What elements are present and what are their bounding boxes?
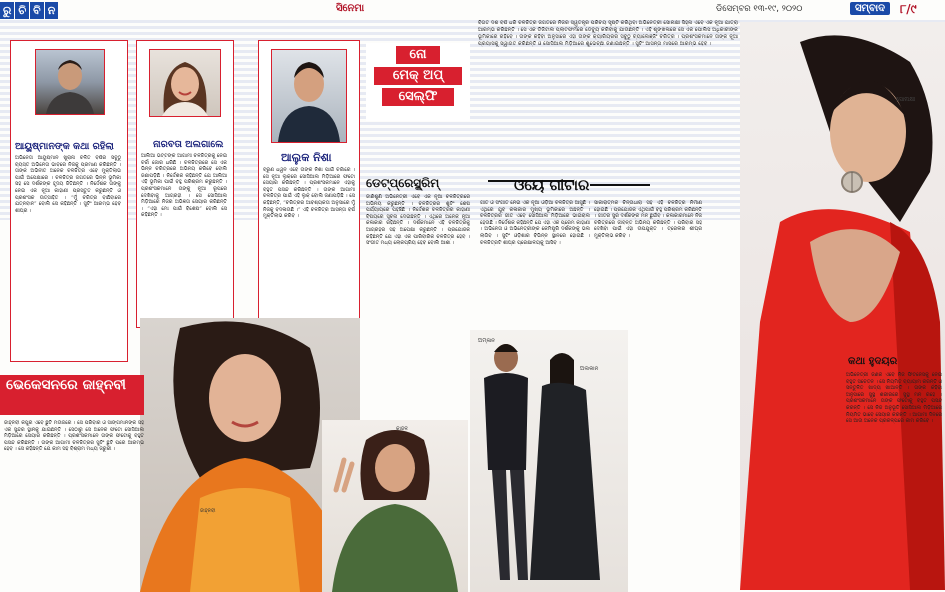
masthead-letter: ବି [30, 2, 44, 19]
profile-card-varun [258, 40, 360, 345]
headline-box [366, 43, 470, 121]
page-number: ୮/୯ [900, 2, 917, 16]
headline-line: ନୋ [396, 46, 440, 64]
section-name: ସିନେମା [336, 3, 365, 14]
card-body: ବରୁଣ ଧୱନ ଏବେ ତାଙ୍କ ନିଶା ପାଇଁ ଚର୍ଚ୍ଚାରେ । ସେ ନୂଆ ଲୁକ୍‌ରେ ସୋସିଆଲ ମିଡ଼ିଆରେ ଫଟୋ ସେୟାର କରିଛନ୍ତି । ପ୍ରଶଂସକମାନେ ଏହାକୁ ବହୁତ ପସନ୍ଦ କରିଛନ୍ତି । ତାଙ୍କ ଆଗାମୀ ଚଳଚ୍ଚିତ୍ର ପାଇଁ ଏହି ଲୁକ୍ ବୋଲି ଜଣାପଡ଼ିଛି । ସେ କହିଛନ୍ତି, “ଚରିତ୍ରର ଆବଶ୍ୟକତା ଅନୁସାରେ ମୁଁ ନିଜକୁ ବଦଳାଉଛି ।” ଏହି ଚଳଚ୍ଚିତ୍ର ଆସନ୍ତା ବର୍ଷ ମୁକ୍ତିଲାଭ କରିବ । [263, 167, 355, 220]
section-title-janhvi: ଭେକେସନରେ ଜାହ୍ନବୀ [0, 375, 144, 415]
headline-line: ମେକ୍ ଅପ୍ [374, 67, 462, 85]
janhvi-title-box [0, 372, 150, 416]
card-title: ଆୟୁଷ୍ମାନଙ୍କ କଥା ରହିଲା [15, 141, 114, 152]
masthead-letter: ରୁ [0, 2, 14, 19]
section-title-katha: କଥା ହୁଦୟର [848, 356, 898, 367]
card-body: ଆଲିଆ ଭଟ୍ଟଙ୍କ ଆଗାମୀ ଚଳଚ୍ଚିତ୍ରକୁ ନେଇ ଚର୍ଚ୍ଚା ଜୋର ଧରିଛି । ଚଳଚ୍ଚିତ୍ରରେ ସେ ଏକ ଭିନ୍ନ ଚରିତ୍ରରେ ଅଭିନୟ କରିବେ ବୋଲି ଜଣାପଡ଼ିଛି । ନିର୍ଦ୍ଦେଶକ କହିଛନ୍ତି ଯେ ଆଲିଆ ଏହି ଭୂମିକା ପାଇଁ ବହୁ ପରିଶ୍ରମ କରୁଛନ୍ତି । ପ୍ରଶଂସକମାନେ ତାଙ୍କୁ ନୂଆ ରୂପରେ ଦେଖିବାକୁ ଆଗ୍ରହୀ । ସେ ସୋସିଆଲ ମିଡ଼ିଆରେ ନିଜର ଅଭିଜ୍ଞତା ସେୟାର କରିଛନ୍ତି । “ଏହା ମୋ ପାଇଁ ବିଶେଷ” ବୋଲି ସେ କହିଛନ୍ତି । [141, 153, 227, 219]
masthead-letter: ନ [45, 2, 59, 19]
page-header [0, 0, 945, 21]
sonakshi-intro-text: ବିଗତ ଦଶ ବର୍ଷ ଧରି ଚଳଚ୍ଚିତ୍ର ଜଗତରେ ନିଜର ସ୍ୱତନ୍ତ୍ର ପରିଚୟ ସୃଷ୍ଟି କରିଥିବା ଅଭିନେତ୍ରୀ ସୋନାକ୍ଷୀ ସିହ୍ନା ଏବେ ଏକ ନୂଆ ଯାତ୍ରା ଆରମ୍ଭ କରିଛନ୍ତି । ସେ ଏକ ଡିଜିଟାଲ ପ୍ଲାଟଫର୍ମରେ ଡେବ୍ୟୁ କରିବାକୁ ଯାଉଛନ୍ତି । ଏହି ଶୃଙ୍ଖଳାରେ ସେ ଏକ ପୋଲିସ ଅଧିକାରୀଙ୍କ ଭୂମିକାରେ ରହିବେ । ତାଙ୍କ କହିବା ଅନୁସାରେ ଏହା ତାଙ୍କ କ୍ୟାରିୟରର ସବୁଠୁ ଚ୍ୟାଲେଞ୍ଜିଂ ଚରିତ୍ର । ପ୍ରଶଂସକମାନେ ତାଙ୍କ ନୂଆ ପ୍ରୟାସକୁ ସ୍ୱାଗତ କରିଛନ୍ତି ଓ ସୋସିଆଲ ମିଡ଼ିଆରେ ଶୁଭେଚ୍ଛା ଜଣାଇଛନ୍ତି । ସୁଟିଂ ଆସନ୍ତା ମାସରେ ଆରମ୍ଭ ହେବ । [478, 20, 738, 47]
photo-alia [149, 49, 221, 117]
divider-line [590, 184, 650, 186]
card-body: ଅଭିନେତା ଆୟୁଷ୍ମାନ ଖୁରାନା ଚଳିତ ବର୍ଷର ସବୁଠୁ ବ୍ୟସ୍ତ ଅଭିନେତା ଭାବରେ ନିଜକୁ ପ୍ରମାଣ କରିଛନ୍ତି । ତାଙ୍କ ଅଭିନୀତ ଅନେକ ଚଳଚ୍ଚିତ୍ର ଏବେ ମୁକ୍ତିଲାଭ ପାଇଁ ଅପେକ୍ଷାରେ । ଚଳଚ୍ଚିତ୍ର ଜଗତରେ ଭିନ୍ନ ଭୂମିକା ସହ ସେ ଦର୍ଶକଙ୍କ ହୃଦୟ ଜିତିଛନ୍ତି । ନିର୍ଦ୍ଦେଶକ ତାଙ୍କୁ ନେଇ ଏକ ନୂଆ କାହାଣୀ ପ୍ରସ୍ତୁତ କରୁଛନ୍ତି ଓ ପ୍ରଶଂସକ ଉତ୍ସାହିତ । “ମୁଁ ଚରିତ୍ର ବାଛିବାରେ ଯତ୍ନବାନ” ବୋଲି ସେ କହିଛନ୍ତି । ସୁଟିଂ ଆରମ୍ଭ ହେବ ଶୀଘ୍ର । [15, 155, 121, 214]
photo-kajol [322, 420, 468, 592]
guitar-text-left: ଗୀତ ଓ ସଂଗୀତ ନେଇ ଏକ ନୂଆ ଓଡ଼ିଆ ଚଳଚ୍ଚିତ୍ର ଆସୁଛି । ଏଥିରେ ଯୁବ କଳାକାର ମୁଖ୍ୟ ଭୂମିକାରେ ଅଛନ୍ତି । ଚଳଚ୍ଚିତ୍ରର ଗୀତ ଏବେ ସୋସିଆଲ ମିଡ଼ିଆରେ ଭାଇରାଲ ହେଉଛି । ନିର୍ଦ୍ଦେଶକ କହିଛନ୍ତି ଯେ ଏହା ଏକ ପ୍ରେମ କାହାଣୀ । ଅଭିନେତା ଓ ଅଭିନେତ୍ରୀଙ୍କ କେମିଷ୍ଟ୍ରି ଦର୍ଶକଙ୍କୁ ଭଲ ଲାଗିବ । ସୁଟିଂ ଓଡ଼ିଶାର ବିଭିନ୍ନ ସ୍ଥାନରେ ହୋଇଛି । ଚଳଚ୍ଚିତ୍ରଟି ଶୀଘ୍ର ପ୍ରେକ୍ଷାଳୟକୁ ଆସିବ । [480, 200, 590, 246]
photo-caption: ଅମ୍ଳାନ [478, 338, 495, 344]
profile-card-alia [136, 40, 234, 328]
masthead [0, 0, 59, 20]
dateline: ଡିସେମ୍ବର ୧୩-୧୯, ୨୦୨୦ [716, 4, 803, 14]
photo-caption: ଅଲକାନ [580, 366, 599, 372]
card-title: ଆଲୁକ ନିଶା [281, 151, 332, 164]
photo-varun [271, 49, 347, 143]
photo-caption: ସୋନାକ୍ଷୀ [896, 96, 916, 103]
photo-ayushmann [35, 49, 105, 115]
photo-caption: ଜାହ୍ନବୀ [200, 508, 216, 514]
deppression-text: ଜାଣିଶୁଣି ଅଭିନେତ୍ରୀ ଏବେ ଏକ ନୂଆ ଚଳଚ୍ଚିତ୍ରରେ ଅଭିନୟ କରୁଛନ୍ତି । ଚଳଚ୍ଚିତ୍ରର ଶୁଟିଂ ଶେଷ ପର୍ଯ୍ୟାୟରେ ପହଞ୍ଚିଛି । ନିର୍ଦ୍ଦେଶକ ଚଳଚ୍ଚିତ୍ରର କାହାଣୀ ବିଷୟରେ ସୂଚନା ଦେଇଛନ୍ତି । ଏଥିରେ ଅନେକ ନୂଆ କଳାକାର ରହିଛନ୍ତି । ଦର୍ଶକମାନେ ଏହି ଚଳଚ୍ଚିତ୍ରକୁ ଆଗ୍ରହର ସହ ଅପେକ୍ଷା କରୁଛନ୍ତି । ପ୍ରଯୋଜକ କହିଛନ୍ତି ଯେ ଏହା ଏକ ପାରିବାରିକ ଚଳଚ୍ଚିତ୍ର ହେବ । ସଂଗୀତ ମଧ୍ୟ ଲୋକପ୍ରିୟ ହେବ ବୋଲି ଆଶା । [366, 194, 470, 247]
section-title-deppression: ଡେଟ୍‌ପ୍ରେସ୍କ୍ରିମ୍ [366, 176, 440, 190]
headline-line: ସେଲ୍‌ଫି [382, 88, 454, 106]
newspaper-logo: ସମ୍ବାଦ [850, 2, 890, 15]
photo-guitar-couple [470, 330, 628, 592]
profile-card-ayushmann [10, 40, 128, 362]
katha-text: ଅଭିନେତ୍ରୀ ଜଣକ ଏବେ ନିଜ ଫିଟନେସକୁ ନେଇ ବହୁତ ସଚେତନ । ସେ ନିୟମିତ ବ୍ୟାୟାମ କରନ୍ତି ଓ ସନ୍ତୁଳିତ ଖାଦ୍ୟ ଖାଆନ୍ତି । ତାଙ୍କ କହିବା ଅନୁସାରେ ସୁସ୍ଥ ଶରୀରରେ ସୁସ୍ଥ ମନ ରହେ । ପ୍ରଶଂସକମାନେ ତାଙ୍କ ଫଟୋକୁ ବହୁତ ପସନ୍ଦ କରନ୍ତି । ସେ ନିଜ ଅନୁଭୂତି ସୋସିଆଲ ମିଡ଼ିଆରେ ନିୟମିତ ଭାବେ ସେୟାର କରନ୍ତି । ଆଗାମୀ ଦିନରେ ସେ ଆଉ ଅନେକ ପ୍ରକଳ୍ପରେ କାମ କରିବେ । [846, 372, 942, 425]
photo-caption: କାଜଳ [396, 426, 408, 432]
guitar-text-mid: ସାକାରାତ୍ମକ ଚିନ୍ତାଧାରା ସହ ଏହି ଚଳଚ୍ଚିତ୍ର ନିର୍ମାଣ ହୋଇଛି । ପ୍ରଯୋଜକ ଏଥିପାଇଁ ବହୁ ପରିଶ୍ରମ କରିଛନ୍ତି । ଗୀତର ସୁର ଦର୍ଶକଙ୍କ ମନ ଛୁଇଁବ । କଳାକାରମାନେ ନିଜ ଚରିତ୍ରରେ ଜୀବନ୍ତ ଅଭିନୟ କରିଛନ୍ତି । ପରିବାର ସହ ଦେଖିବା ପାଇଁ ଏହା ଉପଯୁକ୍ତ । ଟ୍ରେଲର ଶୀଘ୍ର ମୁକ୍ତିଲାଭ କରିବ । [594, 200, 702, 239]
section-title-guitar: ଓୟେ ଗୀଟାର [514, 176, 590, 194]
janhvi-text: ଜାହ୍ନବୀ କପୁର ଏବେ ଛୁଟି ମଉଜରେ । ସେ ପରିବାର ଓ ସାଙ୍ଗମାନଙ୍କ ସହ ଏକ ସୁନ୍ଦର ସ୍ଥାନକୁ ଯାଇଛନ୍ତି । ସେଠାରୁ ସେ ଅନେକ ଫଟୋ ସୋସିଆଲ ମିଡ଼ିଆରେ ସେୟାର କରିଛନ୍ତି । ପ୍ରଶଂସକମାନେ ତାଙ୍କ ଫଟୋକୁ ବହୁତ ପସନ୍ଦ କରିଛନ୍ତି । ତାଙ୍କ ଆଗାମୀ ଚଳଚ୍ଚିତ୍ରର ସୁଟିଂ ଛୁଟି ପରେ ଆରମ୍ଭ ହେବ । ସେ କହିଛନ୍ତି ଯେ କାମ ସହ ବିଶ୍ରାମ ମଧ୍ୟ ଜରୁରୀ । [4, 420, 144, 453]
card-title: ନାରବତା ଅଲଗାଲେ [153, 139, 224, 150]
masthead-letter: ଚି [15, 2, 29, 19]
